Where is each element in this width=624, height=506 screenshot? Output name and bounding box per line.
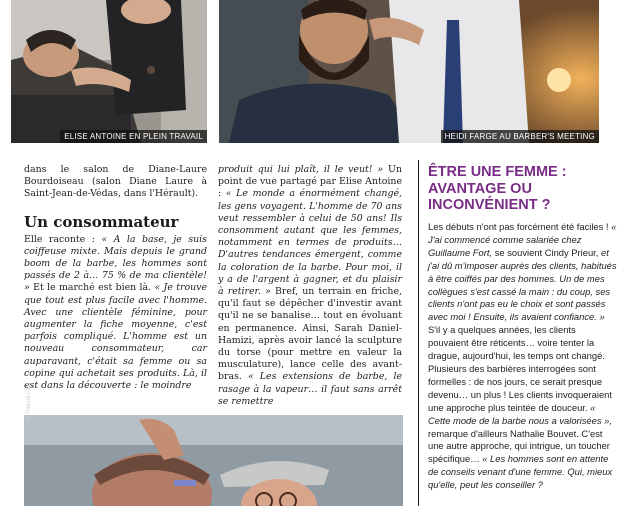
photo-heidi-farge <box>219 0 599 143</box>
article-quote: « Les extensions de barbe, le rasage à la vapeur… il faut sans arrêt se remettre <box>218 371 402 407</box>
article-quote: « Le monde a énormément changé, les gens voyagent. L'homme de 70 ans veut ressembler à celui de 50 ans! Ils consomment autant que les femmes, notamment en termes de produits… D'autres tendances émergent, comme la coloration de la barbe. Pour moi, il y a de l'argent à gagner, et du plaisir à retirer. » <box>218 188 402 298</box>
article-quote: produit qui lui plaît, il le veut! » <box>218 164 384 175</box>
article-quote: « A la base, je suis coiffeuse mixte. Mais depuis le grand boom de la barbe, les hommes sont passés de 2 à… 75 % de ma clientèle! » <box>24 233 207 294</box>
article-text: Bref, un terrain en friche, qu'il faut se dépêcher d'investir avant qu'il ne se banalise… tout en évoluant en permanence. Ainsi, Sarah Daniel-Hamizi, après avoir lancé la sculpture du torse (pour mettre en valeur la musculature), lance celle des avant-bras. <box>218 286 402 383</box>
photo-barber-bottom <box>24 415 403 506</box>
article-subhead: Un consommateur <box>24 212 179 231</box>
photo-caption: ELISE ANTOINE EN PLEIN TRAVAIL <box>60 130 207 143</box>
article-quote: « Je trouve que tout est plus facile avec l'homme. Avec une clientèle féminine, pour augmenter la fiche moyenne, c'est parfois compliqué. L'homme est un nouveau consommateur, car auparavant, c'était sa femme ou sa copine qui achetait ses produits. Là, il est dans la découverte : le moindre <box>24 282 207 392</box>
article-paragraph <box>24 234 207 393</box>
article-text: Elle raconte : <box>24 233 102 245</box>
article-text: Un point de vue partagé par Elise Antoine : <box>218 164 402 200</box>
sidebar-box <box>418 160 624 506</box>
article-column-2 <box>218 164 402 408</box>
article-paragraph <box>218 164 402 408</box>
photo-credit: © Pascal Lath <box>26 382 32 420</box>
sidebar-text-run: S'il y a quelques années, les clients pouvaient être réticents… voire tenter la drague, aujourd'hui, les temps ont changé. Plusieurs des barbières interrogées sont formelles : de nos jours, ce serait presque devenu… un plus ! Les clients invoqueraient une approche plus teintée de douceur. <box>428 324 612 413</box>
sidebar-quote: et j'ai dû m'imposer auprès des clients, habitués à être coiffés par des hommes. Un de mes collègues s'est cassé la main : du coup, ses clients n'ont pas eu le choix et sont passés avec moi ! Ensuite, ils avaient confiance. » <box>428 246 617 323</box>
sidebar-text-run: remarque d'ailleurs Nathalie Bouvet. C'est une autre approche, qui intrigue, un toucher spécifique… <box>428 427 610 465</box>
article-column-1 <box>24 164 207 392</box>
photo-caption: HEIDI FARGE AU BARBER'S MEETING <box>441 130 599 143</box>
photo-elise-antoine <box>11 0 207 143</box>
sidebar-quote: « Les hommes sont en attente de conseils venant d'une femme. Qui, mieux qu'elle, peut les conseiller ? <box>428 453 613 491</box>
sidebar-text <box>428 221 617 492</box>
sidebar-quote: « J'ai commencé comme salariée chez Guillaume Fort, <box>428 221 617 258</box>
article-text: Et le marché est bien là. <box>29 282 155 294</box>
sidebar-quote: « Cette mode de la barbe nous a valorisées », <box>428 401 612 426</box>
sidebar-text-run: Les débuts n'ont pas forcément été faciles ! <box>428 221 612 232</box>
article-paragraph: dans le salon de Diane-Laure Bourdoiseau (salon Diane Laure à Saint-Jean-de-Védas, dans l'Hérault). <box>24 164 207 200</box>
sidebar-text-run: se souvient Cindy Prieur, <box>492 246 601 258</box>
sidebar-title: ÊTRE UNE FEMME : AVANTAGE OU INCONVÉNIENT ? <box>428 164 567 213</box>
